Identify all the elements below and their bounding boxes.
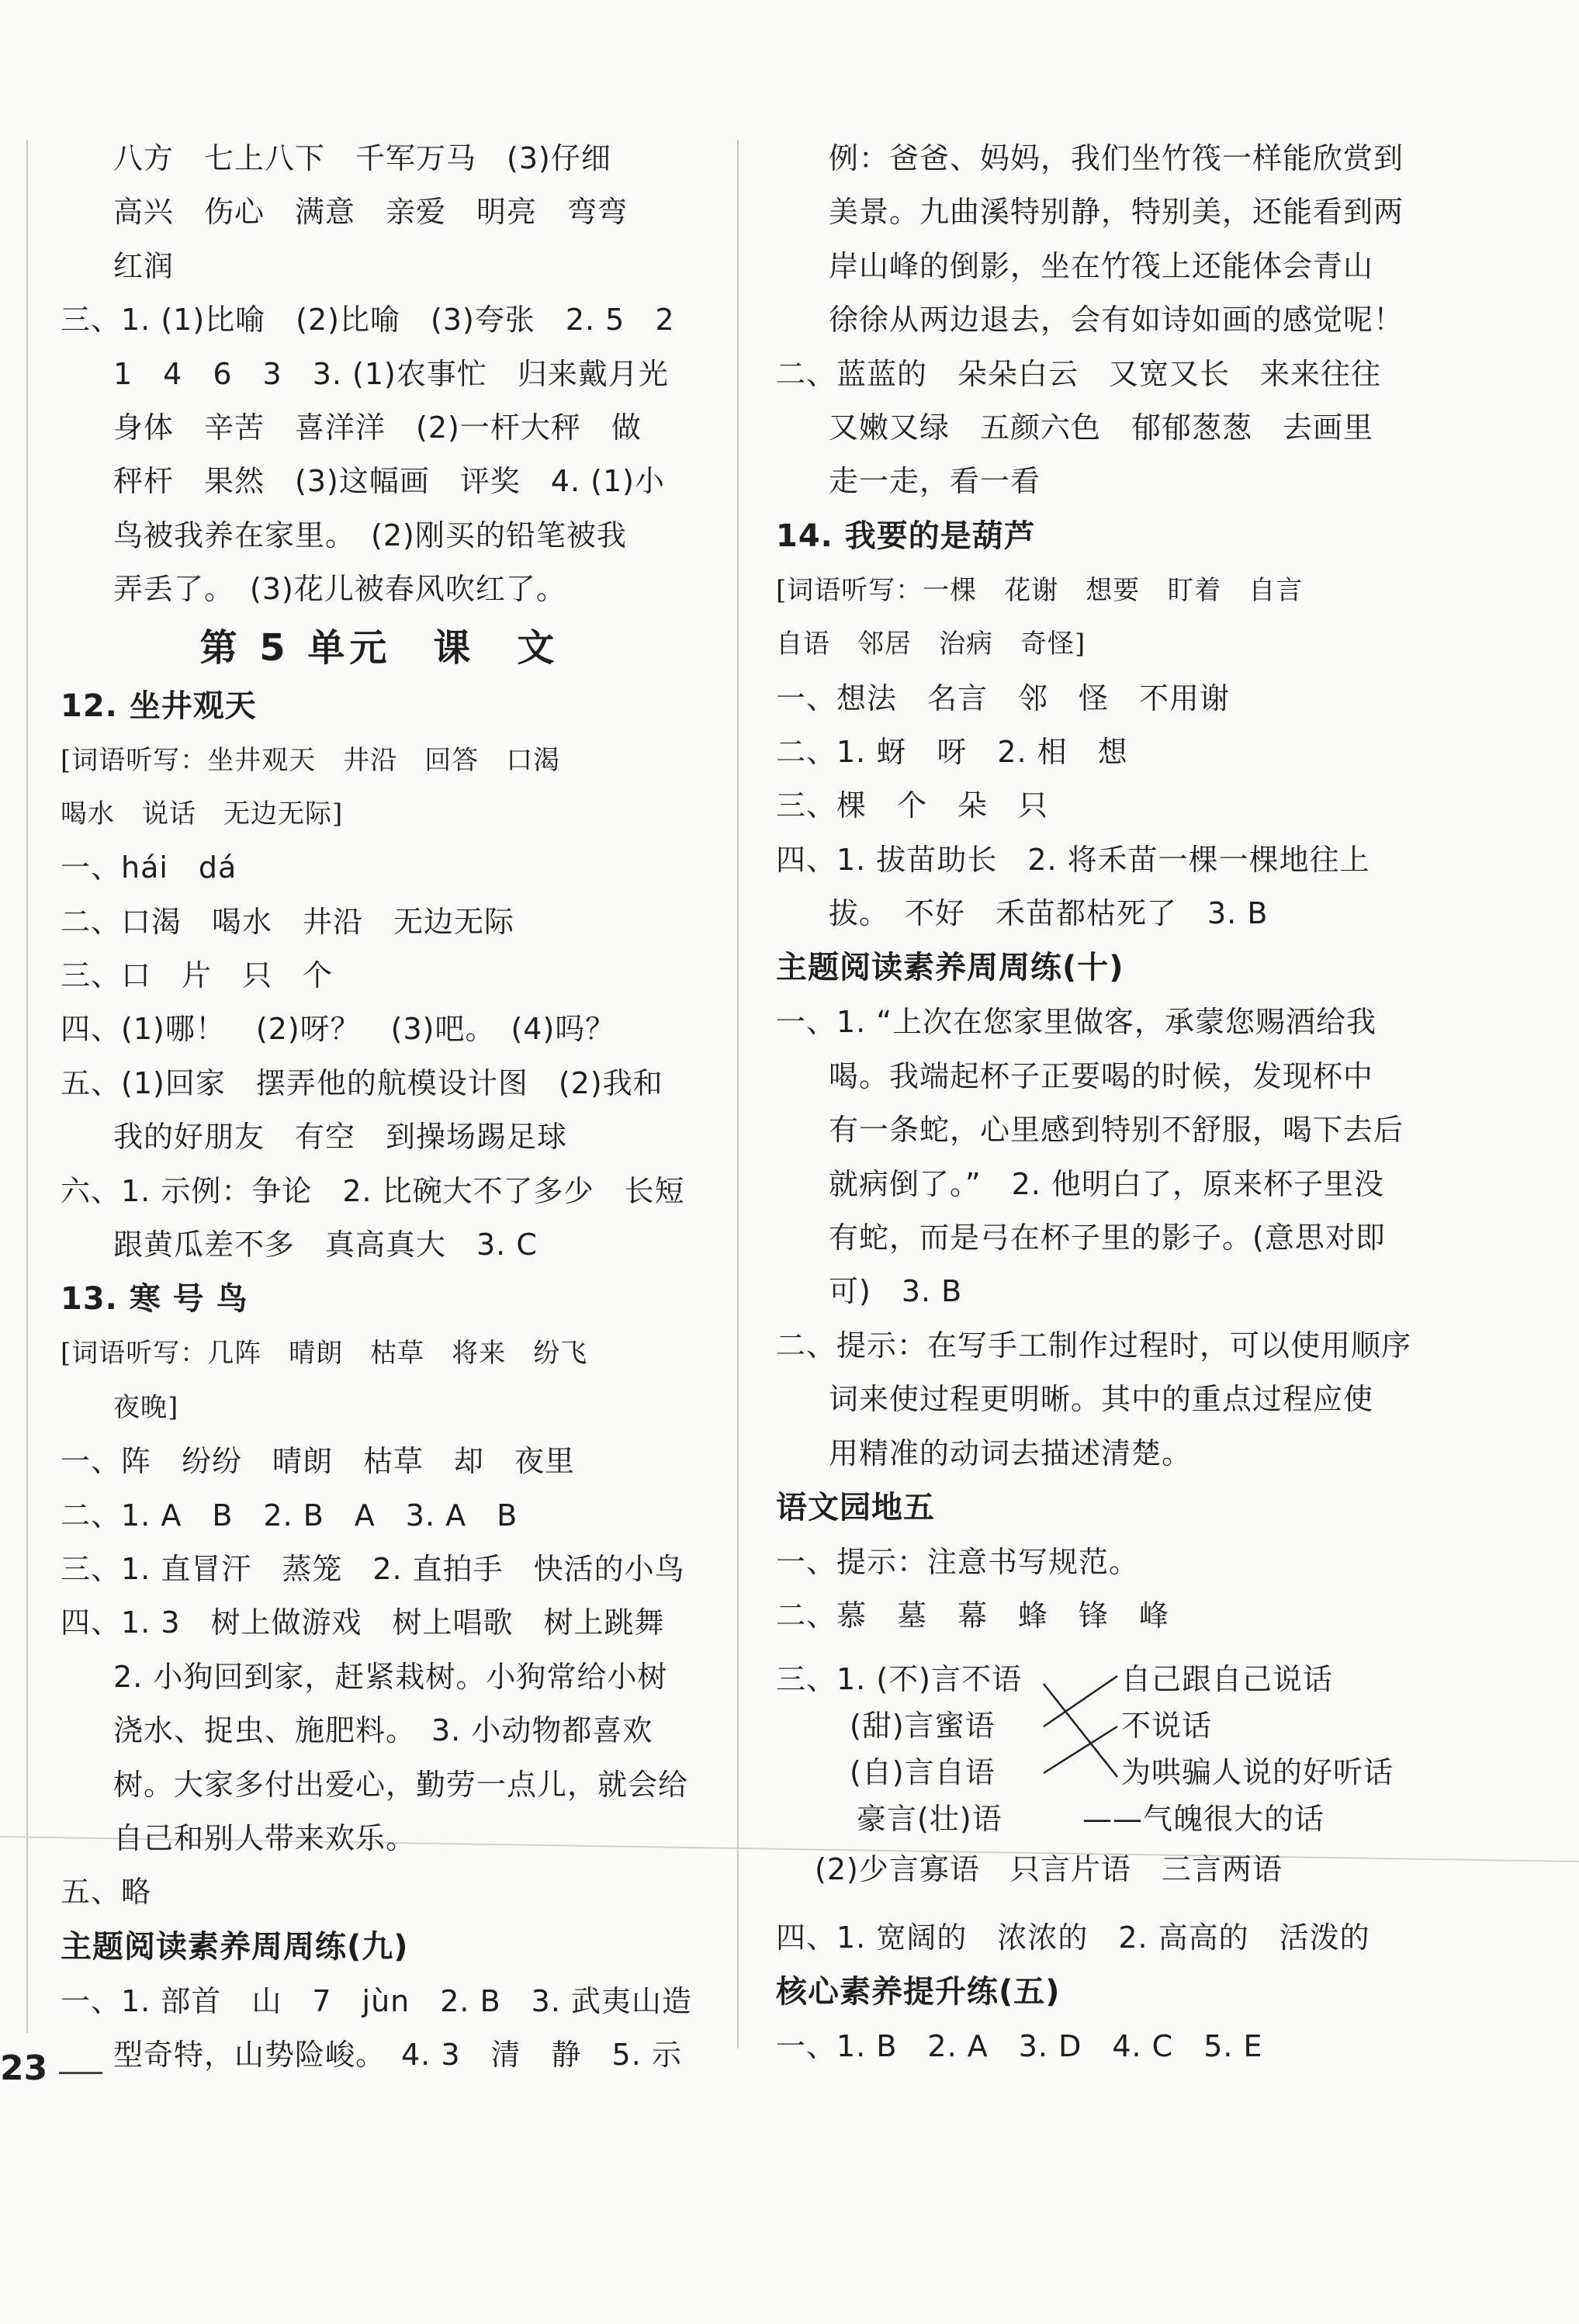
right-column-line: 词来使过程更明晰。其中的重点过程应使 <box>829 1382 1374 1417</box>
left-column-line: [词语听写：坐井观天 井沿 回答 口渴 <box>61 744 561 776</box>
left-column-line: 二、口渴 喝水 井沿 无边无际 <box>61 904 515 939</box>
left-column-line: 一、阵 纷纷 晴朗 枯草 却 夜里 <box>61 1444 576 1479</box>
column-divider <box>737 140 739 2049</box>
right-column-line: 二、蓝蓝的 朵朵白云 又宽又长 来来往往 <box>776 356 1382 391</box>
left-column-line: 主题阅读素养周周练(九) <box>61 1928 409 1965</box>
match-left-1: 三、1. (不)言不语 <box>776 1662 1022 1696</box>
right-column-line: 一、1. “上次在您家里做客，承蒙您赐酒给我 <box>776 1005 1377 1040</box>
left-column-line: 我的好朋友 有空 到操场踢足球 <box>113 1120 568 1155</box>
left-column-line: 鸟被我养在家里。 (2)刚买的铅笔被我 <box>113 518 627 552</box>
right-column-line: 有蛇，而是弓在杯子里的影子。(意思对即 <box>829 1221 1386 1256</box>
right-column-line: 又嫩又绿 五颜六色 郁郁葱葱 去画里 <box>829 410 1374 445</box>
left-column-line: 型奇特，山势险峻。 4. 3 清 静 5. 示 <box>113 2038 682 2073</box>
left-column-line: 弄丢了。 (3)花儿被春风吹红了。 <box>113 572 566 607</box>
right-column-line: 二、1. 蚜 呀 2. 相 想 <box>776 734 1128 769</box>
left-column-line: 高兴 伤心 满意 亲爱 明亮 弯弯 <box>113 195 628 230</box>
right-column-line: 喝。我端起杯子正要喝的时候，发现杯中 <box>829 1058 1374 1093</box>
match-right-4: ——气魄很大的话 <box>1082 1802 1325 1836</box>
left-column-line: 四、1. 3 树上做游戏 树上唱歌 树上跳舞 <box>61 1605 665 1640</box>
right-tail-line: 一、1. B 2. A 3. D 4. C 5. E <box>776 2029 1263 2064</box>
page-number: 23 <box>0 2049 48 2088</box>
right-column-line: 一、想法 名言 邻 怪 不用谢 <box>776 681 1231 715</box>
left-column-line: 五、(1)回家 摆弄他的航模设计图 (2)我和 <box>61 1065 663 1100</box>
right-column-line: 可) 3. B <box>829 1274 963 1309</box>
right-column-line: 就病倒了。” 2. 他明白了，原来杯子里没 <box>829 1166 1385 1201</box>
left-column-line: 四、(1)哪！ (2)呀？ (3)吧。 (4)吗？ <box>61 1012 616 1047</box>
right-column-line: [词语听写：一棵 花谢 想要 盯着 自言 <box>776 574 1304 606</box>
left-column-line: 浇水、捉虫、施肥料。 3. 小动物都喜欢 <box>113 1713 653 1748</box>
right-column-line: 四、1. 拔苗助长 2. 将禾苗一棵一棵地往上 <box>776 842 1370 877</box>
left-column-line: 1 4 6 3 3. (1)农事忙 归来戴月光 <box>113 356 669 391</box>
right-column-line: 一、提示：注意书写规范。 <box>776 1544 1140 1579</box>
right-column-line: 自语 邻居 治病 奇怪] <box>776 629 1086 660</box>
right-column-line: 主题阅读素养周周练(十) <box>776 950 1124 986</box>
match-left-3: (自)言自语 <box>850 1755 996 1789</box>
right-column <box>776 132 1420 1643</box>
left-column-line: 三、口 片 只 个 <box>61 958 334 993</box>
right-column-line: 二、慕 墓 幕 蜂 锋 峰 <box>776 1598 1170 1633</box>
match-left-2: (甜)言蜜语 <box>850 1709 996 1743</box>
left-column-line: 13. 寒 号 鸟 <box>61 1281 248 1318</box>
match-right-1: 自己跟自己说话 <box>1121 1662 1334 1696</box>
right-column-line: 语文园地五 <box>776 1489 935 1526</box>
left-column-line: 红润 <box>113 248 175 283</box>
match-right-2: 不说话 <box>1121 1709 1213 1743</box>
left-column-line: 2. 小狗回到家，赶紧栽树。小狗常给小树 <box>113 1659 668 1694</box>
matching-exercise <box>776 1653 1420 1886</box>
right-column-line: 例：爸爸、妈妈，我们坐竹筏一样能欣赏到 <box>829 141 1404 175</box>
right-column-line: 岸山峰的倒影，坐在竹筏上还能体会青山 <box>829 248 1374 283</box>
match-sub2: (2)少言寡语 只言片语 三言两语 <box>815 1852 1283 1886</box>
left-column-line: 喝水 说话 无边无际] <box>61 798 344 830</box>
match-left-4: 豪言(壮)语 <box>857 1802 1002 1836</box>
right-column-line: 拔。 不好 禾苗都枯死了 3. B <box>829 896 1269 931</box>
left-column-line: 跟黄瓜差不多 真高真大 3. C <box>113 1228 538 1262</box>
right-column-line: 14. 我要的是葫芦 <box>776 518 1036 554</box>
left-column-line: [词语听写：几阵 晴朗 枯草 将来 纷飞 <box>61 1338 588 1370</box>
left-column-line: 五、略 <box>61 1875 152 1910</box>
right-tail-line: 核心素养提升练(五) <box>776 1974 1061 2011</box>
left-column-line: 一、hái dá <box>61 850 237 885</box>
match-right-3: 为哄骗人说的好听话 <box>1121 1755 1394 1789</box>
left-column <box>61 132 698 2083</box>
left-column-line: 树。大家多付出爱心，勤劳一点儿，就会给 <box>113 1767 689 1802</box>
left-column-line: 一、1. 部首 山 7 jùn 2. B 3. 武夷山造 <box>61 1983 692 2018</box>
left-column-line: 秤杆 果然 (3)这幅画 评奖 4. (1)小 <box>113 464 665 499</box>
right-tail-line: 四、1. 宽阔的 浓浓的 2. 高高的 活泼的 <box>776 1921 1370 1955</box>
left-column-line: 八方 七上八下 千军万马 (3)仔细 <box>113 141 611 175</box>
page-number-rule <box>59 2072 102 2074</box>
left-column-line: 第 5 单元 课 文 <box>199 625 559 670</box>
left-column-line: 身体 辛苦 喜洋洋 (2)一杆大秤 做 <box>113 410 642 445</box>
right-column-line: 三、棵 个 朵 只 <box>776 788 1049 823</box>
left-column-line: 三、1. 直冒汗 蒸笼 2. 直拍手 快活的小鸟 <box>61 1551 685 1586</box>
left-column-line: 六、1. 示例：争论 2. 比碗大不了多少 长短 <box>61 1173 685 1208</box>
right-column-line: 有一条蛇，心里感到特别不舒服，喝下去后 <box>829 1113 1404 1148</box>
right-column-tail <box>776 1911 1420 2074</box>
left-column-line: 三、1. (1)比喻 (2)比喻 (3)夸张 2. 5 2 <box>61 303 675 338</box>
right-column-line: 走一走，看一看 <box>829 464 1041 499</box>
right-column-line: 二、提示：在写手工制作过程时，可以使用顺序 <box>776 1328 1412 1363</box>
right-column-line: 用精准的动词去描述清楚。 <box>829 1436 1193 1470</box>
left-column-line: 夜晚] <box>113 1391 179 1423</box>
left-column-line: 12. 坐井观天 <box>61 688 257 724</box>
right-column-line: 徐徐从两边退去，会有如诗如画的感觉呢！ <box>829 303 1404 338</box>
right-column-line: 美景。九曲溪特别静，特别美，还能看到两 <box>829 195 1404 230</box>
matching-lines <box>776 1653 1420 1870</box>
left-column-line: 自己和别人带来欢乐。 <box>113 1820 417 1855</box>
left-column-line: 二、1. A B 2. B A 3. A B <box>61 1498 518 1533</box>
left-margin-rule <box>26 140 28 2033</box>
